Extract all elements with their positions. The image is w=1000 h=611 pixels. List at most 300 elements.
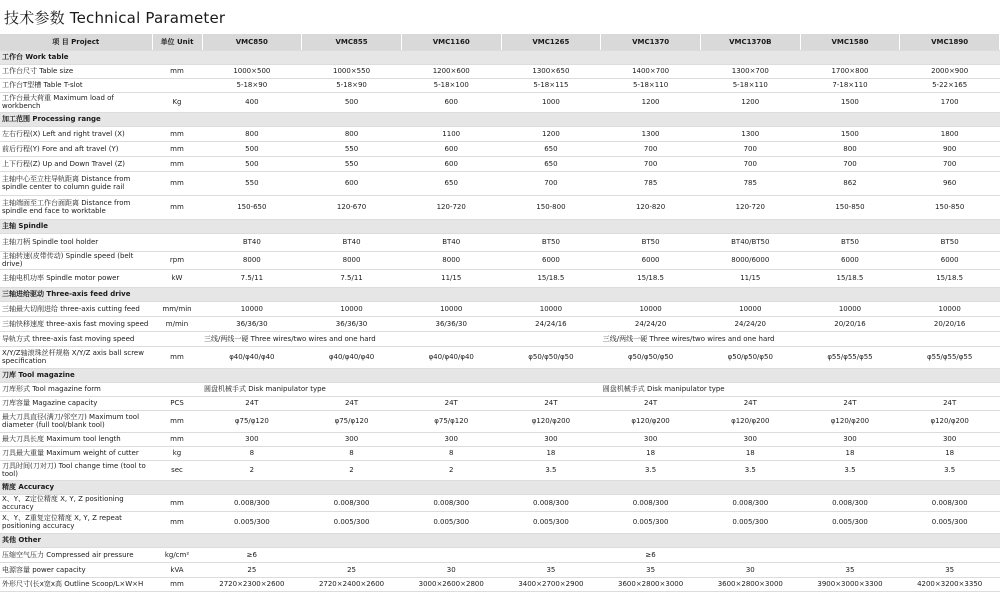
- param-value: 5-18×90: [302, 78, 402, 92]
- param-value: 2: [401, 460, 501, 480]
- param-unit: [152, 78, 202, 92]
- param-value: 3400×2700×2900: [501, 577, 601, 591]
- param-value: 120-720: [700, 195, 800, 219]
- param-label: 主轴端面至工作台面距离 Distance from spindle end face to worktable: [0, 195, 152, 219]
- param-value: 2720×2400×2600: [302, 577, 402, 591]
- section-row: [0, 480, 1000, 494]
- param-unit: [152, 331, 202, 346]
- param-value: 8: [302, 446, 402, 460]
- param-value: 3.5: [601, 460, 701, 480]
- param-value: 785: [601, 171, 701, 195]
- param-value: 35: [800, 562, 900, 577]
- param-value: ≥6: [601, 547, 701, 562]
- param-value: 8000/6000: [700, 251, 800, 269]
- param-unit: mm/min: [152, 301, 202, 316]
- param-value: BT50: [800, 233, 900, 251]
- param-value: 300: [900, 432, 1000, 446]
- param-value: 24T: [800, 396, 900, 410]
- param-value: φ120/φ200: [601, 410, 701, 432]
- param-value: 0.008/300: [302, 494, 402, 511]
- param-value: 25: [302, 562, 402, 577]
- header-model: VMC850: [202, 34, 302, 50]
- param-value: 0.008/300: [601, 494, 701, 511]
- param-unit: PCS: [152, 396, 202, 410]
- table-row: [0, 171, 1000, 195]
- param-value: 0.005/300: [401, 511, 501, 533]
- param-value: 35: [501, 562, 601, 577]
- param-value: 15/18.5: [501, 269, 601, 287]
- param-value: 20/20/16: [900, 316, 1000, 331]
- section-title: 加工范围 Processing range: [0, 112, 1000, 126]
- param-value: 300: [501, 432, 601, 446]
- param-value: φ55/φ55/φ55: [800, 346, 900, 368]
- param-value: [302, 547, 402, 562]
- param-value: 300: [202, 432, 302, 446]
- param-unit: mm: [152, 171, 202, 195]
- param-value: 550: [202, 171, 302, 195]
- param-value: 500: [302, 92, 402, 112]
- table-row: [0, 382, 1000, 396]
- param-value: 400: [202, 92, 302, 112]
- param-value: 36/36/30: [202, 316, 302, 331]
- table-row: [0, 410, 1000, 432]
- param-value: φ40/φ40/φ40: [302, 346, 402, 368]
- param-label: X、Y、Z定位精度 X, Y, Z positioning accuracy: [0, 494, 152, 511]
- page-title: 技术参数 Technical Parameter: [4, 8, 226, 27]
- param-unit: kW: [152, 269, 202, 287]
- section-row: [0, 533, 1000, 547]
- param-value: 700: [700, 156, 800, 171]
- param-value: 24T: [601, 396, 701, 410]
- param-value: 10000: [800, 301, 900, 316]
- param-label: 刀库形式 Tool magazine form: [0, 382, 152, 396]
- param-value: 6000: [601, 251, 701, 269]
- parameter-table: [0, 34, 1000, 592]
- param-value: 2000×900: [900, 64, 1000, 78]
- param-value: BT40: [401, 233, 501, 251]
- header-model: VMC1370B: [700, 34, 800, 50]
- table-row: [0, 316, 1000, 331]
- param-value: 150-800: [501, 195, 601, 219]
- param-value: 0.005/300: [900, 511, 1000, 533]
- param-value: 15/18.5: [601, 269, 701, 287]
- param-label: 工作台尺寸 Table size: [0, 64, 152, 78]
- param-value: 0.005/300: [302, 511, 402, 533]
- param-value: φ55/φ55/φ55: [900, 346, 1000, 368]
- param-value: 5-18×110: [700, 78, 800, 92]
- param-label: 最大刀具直径(满刀/邻空刀) Maximum tool diameter (full tool/blank tool): [0, 410, 152, 432]
- param-value: 11/15: [401, 269, 501, 287]
- param-value: 10000: [401, 301, 501, 316]
- param-unit: mm: [152, 156, 202, 171]
- param-label: 主轴电机功率 Spindle motor power: [0, 269, 152, 287]
- param-value: 600: [401, 156, 501, 171]
- param-value: 600: [401, 92, 501, 112]
- param-label: X/Y/Z轴滚珠丝杆规格 X/Y/Z axis ball screw specification: [0, 346, 152, 368]
- param-value: 0.005/300: [501, 511, 601, 533]
- param-value: 三线/两线一硬 Three wires/two wires and one hard: [601, 331, 701, 346]
- param-label: X、Y、Z重复定位精度 X, Y, Z repeat positioning accuracy: [0, 511, 152, 533]
- param-value: φ50/φ50/φ50: [700, 346, 800, 368]
- param-value: φ40/φ40/φ40: [202, 346, 302, 368]
- param-value: [800, 547, 900, 562]
- param-unit: sec: [152, 460, 202, 480]
- param-value: 三线/两线一硬 Three wires/two wires and one hard: [202, 331, 302, 346]
- param-label: 主轴中心至立柱导轨距离 Distance from spindle center to column guide rail: [0, 171, 152, 195]
- param-value: 500: [202, 141, 302, 156]
- param-value: 300: [800, 432, 900, 446]
- param-value: 120-670: [302, 195, 402, 219]
- param-value: 10000: [202, 301, 302, 316]
- param-value: 550: [302, 156, 402, 171]
- param-value: 862: [800, 171, 900, 195]
- param-label: 主轴刀柄 Spindle tool holder: [0, 233, 152, 251]
- param-value: 36/36/30: [401, 316, 501, 331]
- section-title: 精度 Accuracy: [0, 480, 1000, 494]
- param-value: 0.008/300: [900, 494, 1000, 511]
- param-unit: mm: [152, 64, 202, 78]
- header-model: VMC1370: [601, 34, 701, 50]
- param-value: 10000: [700, 301, 800, 316]
- section-title: 三轴进给驱动 Three-axis feed drive: [0, 287, 1000, 301]
- table-row: [0, 156, 1000, 171]
- param-value: 150-850: [900, 195, 1000, 219]
- param-value: 24T: [900, 396, 1000, 410]
- param-value: 24/24/20: [700, 316, 800, 331]
- param-value: [800, 382, 900, 396]
- param-value: φ75/φ120: [401, 410, 501, 432]
- param-label: 三轴快移速度 three-axis fast moving speed: [0, 316, 152, 331]
- param-value: 1100: [401, 126, 501, 141]
- param-unit: mm: [152, 141, 202, 156]
- param-value: 6000: [900, 251, 1000, 269]
- param-label: 三轴最大切削进给 three-axis cutting feed: [0, 301, 152, 316]
- param-label: 导轨方式 three-axis fast moving speed: [0, 331, 152, 346]
- param-label: 工作台T型槽 Table T-slot: [0, 78, 152, 92]
- header-model: VMC1265: [501, 34, 601, 50]
- param-value: BT40/BT50: [700, 233, 800, 251]
- table-row: [0, 547, 1000, 562]
- param-value: 0.005/300: [700, 511, 800, 533]
- param-unit: Kg: [152, 92, 202, 112]
- param-value: 120-720: [401, 195, 501, 219]
- param-value: [401, 547, 501, 562]
- param-value: 1000×500: [202, 64, 302, 78]
- table-row: [0, 346, 1000, 368]
- param-value: 1200: [700, 92, 800, 112]
- param-value: 500: [202, 156, 302, 171]
- param-value: 150-850: [800, 195, 900, 219]
- param-value: 800: [800, 141, 900, 156]
- param-value: 300: [401, 432, 501, 446]
- param-value: 650: [501, 141, 601, 156]
- param-value: [700, 547, 800, 562]
- param-unit: m/min: [152, 316, 202, 331]
- param-value: [800, 331, 900, 346]
- param-value: 1300: [601, 126, 701, 141]
- param-value: 24T: [501, 396, 601, 410]
- param-label: 前后行程(Y) Fore and aft travel (Y): [0, 141, 152, 156]
- param-label: 刀库容量 Magazine capacity: [0, 396, 152, 410]
- param-value: 35: [601, 562, 701, 577]
- param-value: φ40/φ40/φ40: [401, 346, 501, 368]
- param-value: 6000: [800, 251, 900, 269]
- param-value: 1200: [601, 92, 701, 112]
- param-unit: mm: [152, 577, 202, 591]
- section-row: [0, 219, 1000, 233]
- param-value: 1000: [501, 92, 601, 112]
- param-value: 0.008/300: [501, 494, 601, 511]
- param-value: 2720×2300×2600: [202, 577, 302, 591]
- param-unit: rpm: [152, 251, 202, 269]
- param-value: [401, 331, 501, 346]
- param-label: 刀具最大重量 Maximum weight of cutter: [0, 446, 152, 460]
- param-unit: mm: [152, 410, 202, 432]
- param-value: φ120/φ200: [501, 410, 601, 432]
- param-value: 3.5: [800, 460, 900, 480]
- table-row: [0, 511, 1000, 533]
- param-value: 650: [401, 171, 501, 195]
- param-value: 18: [601, 446, 701, 460]
- param-value: 5-22×165: [900, 78, 1000, 92]
- param-value: 1800: [900, 126, 1000, 141]
- param-value: 2: [202, 460, 302, 480]
- param-label: 压缩空气压力 Compressed air pressure: [0, 547, 152, 562]
- section-title: 其他 Other: [0, 533, 1000, 547]
- param-value: 3900×3000×3300: [800, 577, 900, 591]
- param-value: ≥6: [202, 547, 302, 562]
- param-value: 0.008/300: [800, 494, 900, 511]
- param-value: 24/24/20: [601, 316, 701, 331]
- param-value: 600: [401, 141, 501, 156]
- header-model: VMC1160: [401, 34, 501, 50]
- param-value: 10000: [601, 301, 701, 316]
- param-unit: mm: [152, 126, 202, 141]
- param-label: 外形尺寸(长x宽x高 Outline Scoop/L×W×H: [0, 577, 152, 591]
- param-label: 最大刀具长度 Maximum tool length: [0, 432, 152, 446]
- param-value: 700: [601, 141, 701, 156]
- param-value: [401, 382, 501, 396]
- param-value: 24T: [700, 396, 800, 410]
- param-value: 700: [700, 141, 800, 156]
- header-model: VMC855: [302, 34, 402, 50]
- param-value: [501, 547, 601, 562]
- param-value: 20/20/16: [800, 316, 900, 331]
- section-row: [0, 50, 1000, 64]
- param-unit: mm: [152, 494, 202, 511]
- param-value: 15/18.5: [800, 269, 900, 287]
- param-value: 8: [401, 446, 501, 460]
- param-value: 35: [900, 562, 1000, 577]
- param-value: 18: [700, 446, 800, 460]
- param-value: 30: [700, 562, 800, 577]
- table-row: [0, 251, 1000, 269]
- param-value: 30: [401, 562, 501, 577]
- param-value: 120-820: [601, 195, 701, 219]
- param-value: 圆盘机械手式 Disk manipulator type: [202, 382, 302, 396]
- param-value: 8000: [401, 251, 501, 269]
- param-value: 1300×700: [700, 64, 800, 78]
- param-label: 左右行程(X) Left and right travel (X): [0, 126, 152, 141]
- param-value: 700: [501, 171, 601, 195]
- table-row: [0, 233, 1000, 251]
- param-value: 700: [800, 156, 900, 171]
- param-value: 300: [601, 432, 701, 446]
- param-value: [501, 331, 601, 346]
- param-value: 300: [700, 432, 800, 446]
- param-label: 电源容量 power capacity: [0, 562, 152, 577]
- param-value: 3000×2600×2800: [401, 577, 501, 591]
- table-row: [0, 141, 1000, 156]
- table-row: [0, 126, 1000, 141]
- param-value: 150-650: [202, 195, 302, 219]
- table-row: [0, 301, 1000, 316]
- param-value: 18: [501, 446, 601, 460]
- header-model: VMC1890: [900, 34, 1000, 50]
- section-row: [0, 287, 1000, 301]
- param-value: 650: [501, 156, 601, 171]
- param-value: BT40: [202, 233, 302, 251]
- param-value: 7-18×110: [800, 78, 900, 92]
- param-value: 800: [302, 126, 402, 141]
- param-unit: kg/cm²: [152, 547, 202, 562]
- param-value: [900, 382, 1000, 396]
- param-value: 18: [900, 446, 1000, 460]
- param-unit: mm: [152, 511, 202, 533]
- param-value: 960: [900, 171, 1000, 195]
- param-value: 4200×3200×3350: [900, 577, 1000, 591]
- param-value: 8000: [302, 251, 402, 269]
- param-value: 3.5: [501, 460, 601, 480]
- param-value: 36/36/30: [302, 316, 402, 331]
- param-unit: kg: [152, 446, 202, 460]
- table-row: [0, 64, 1000, 78]
- param-value: 25: [202, 562, 302, 577]
- table-row: [0, 269, 1000, 287]
- param-label: 工作台最大荷重 Maximum load of workbench: [0, 92, 152, 112]
- param-value: 3.5: [700, 460, 800, 480]
- param-label: 主轴转速(皮带传动) Spindle speed (belt drive): [0, 251, 152, 269]
- param-unit: mm: [152, 346, 202, 368]
- table-row: [0, 92, 1000, 112]
- param-value: φ50/φ50/φ50: [501, 346, 601, 368]
- param-value: 24T: [401, 396, 501, 410]
- param-label: 刀具时间(刀对刀) Tool change time (tool to tool): [0, 460, 152, 480]
- param-value: φ75/φ120: [202, 410, 302, 432]
- table-row: [0, 494, 1000, 511]
- param-value: φ75/φ120: [302, 410, 402, 432]
- param-value: 6000: [501, 251, 601, 269]
- param-value: 785: [700, 171, 800, 195]
- param-value: 1700×800: [800, 64, 900, 78]
- section-title: 刀库 Tool magazine: [0, 368, 1000, 382]
- param-value: 5-18×115: [501, 78, 601, 92]
- param-value: 8: [202, 446, 302, 460]
- param-value: 24T: [202, 396, 302, 410]
- param-unit: [152, 382, 202, 396]
- param-value: 5-18×100: [401, 78, 501, 92]
- param-value: 10000: [501, 301, 601, 316]
- param-value: 18: [800, 446, 900, 460]
- param-value: 1200: [501, 126, 601, 141]
- param-value: 11/15: [700, 269, 800, 287]
- param-value: 3600×2800×3000: [700, 577, 800, 591]
- table-row: [0, 78, 1000, 92]
- param-value: 0.008/300: [700, 494, 800, 511]
- param-value: 0.008/300: [401, 494, 501, 511]
- param-value: 1400×700: [601, 64, 701, 78]
- param-value: 1300×650: [501, 64, 601, 78]
- section-title: 工作台 Work table: [0, 50, 1000, 64]
- param-unit: mm: [152, 432, 202, 446]
- param-value: 圆盘机械手式 Disk manipulator type: [601, 382, 701, 396]
- table-row: [0, 562, 1000, 577]
- param-value: 1000×550: [302, 64, 402, 78]
- param-value: BT50: [501, 233, 601, 251]
- param-value: 0.008/300: [202, 494, 302, 511]
- param-value: 7.5/11: [202, 269, 302, 287]
- param-value: φ50/φ50/φ50: [601, 346, 701, 368]
- param-value: 0.005/300: [800, 511, 900, 533]
- param-value: 900: [900, 141, 1000, 156]
- param-value: φ120/φ200: [700, 410, 800, 432]
- param-value: [900, 547, 1000, 562]
- param-value: BT50: [900, 233, 1000, 251]
- param-value: 10000: [302, 301, 402, 316]
- param-value: 24/24/16: [501, 316, 601, 331]
- param-value: 1500: [800, 92, 900, 112]
- param-unit: kVA: [152, 562, 202, 577]
- param-value: 7.5/11: [302, 269, 402, 287]
- param-value: 5-18×110: [601, 78, 701, 92]
- table-header-row: [0, 34, 1000, 50]
- param-value: 800: [202, 126, 302, 141]
- table-row: [0, 432, 1000, 446]
- param-value: 1700: [900, 92, 1000, 112]
- header-project: 项 目 Project: [0, 34, 152, 50]
- param-value: 700: [601, 156, 701, 171]
- param-value: 3600×2800×3000: [601, 577, 701, 591]
- param-value: 15/18.5: [900, 269, 1000, 287]
- param-value: [900, 331, 1000, 346]
- param-value: BT50: [601, 233, 701, 251]
- param-value: 1200×600: [401, 64, 501, 78]
- section-row: [0, 112, 1000, 126]
- param-value: [501, 382, 601, 396]
- param-value: 0.005/300: [601, 511, 701, 533]
- table-row: [0, 577, 1000, 591]
- header-unit: 单位 Unit: [152, 34, 202, 50]
- table-row: [0, 396, 1000, 410]
- section-title: 主轴 Spindle: [0, 219, 1000, 233]
- param-value: 2: [302, 460, 402, 480]
- param-label: 上下行程(Z) Up and Down Travel (Z): [0, 156, 152, 171]
- param-value: 5-18×90: [202, 78, 302, 92]
- param-value: 24T: [302, 396, 402, 410]
- table-row: [0, 446, 1000, 460]
- param-unit: [152, 233, 202, 251]
- param-value: 10000: [900, 301, 1000, 316]
- param-value: 300: [302, 432, 402, 446]
- table-row: [0, 460, 1000, 480]
- param-value: 1500: [800, 126, 900, 141]
- param-value: 700: [900, 156, 1000, 171]
- header-model: VMC1580: [800, 34, 900, 50]
- table-row: [0, 331, 1000, 346]
- param-value: φ120/φ200: [800, 410, 900, 432]
- param-value: 3.5: [900, 460, 1000, 480]
- param-value: BT40: [302, 233, 402, 251]
